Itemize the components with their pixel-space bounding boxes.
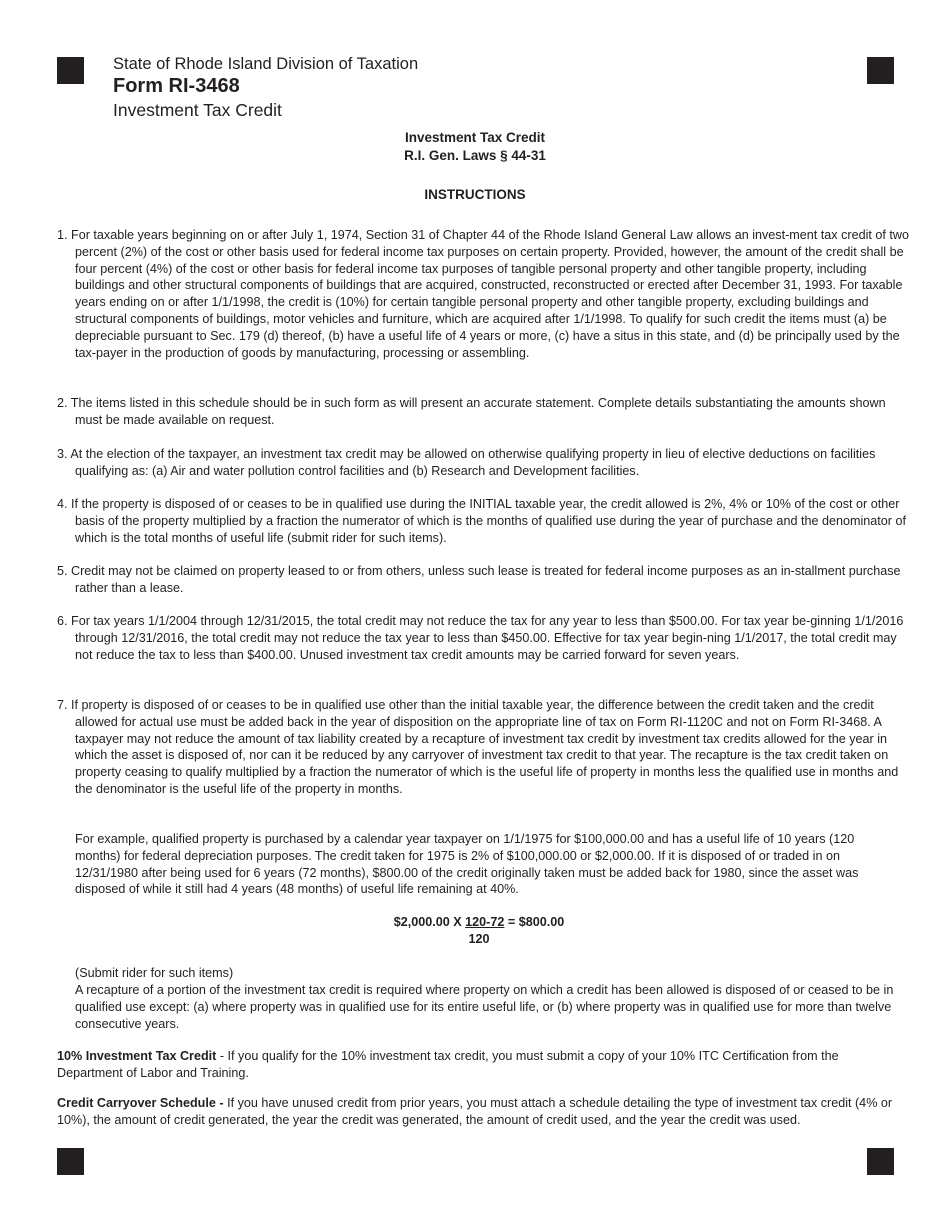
registration-mark-top-right xyxy=(867,57,894,84)
instruction-item-6 xyxy=(57,613,915,663)
instructions-heading: INSTRUCTIONS xyxy=(424,187,526,202)
item-text: If property is disposed of or ceases to be in qualified use other than the initial taxable year, the difference between the credit taken and the credit allowed for actual use must be added back in the year of disposition on the appropriate line of tax on Form RI-1120C and not on Form RI-3468. A taxpayer may not reduce the amount of tax liability created by a recapture of investment tax credit by investment tax credits allowed for the year in which the asset is disposed of, nor can it be reduced by any carryover of investment tax credit to that year. The recapture is the tax credit taken on property ceasing to qualify multiplied by a fraction the numerator of which is the useful life of property in months less the qualified use in months and the denominator is the useful life of the property in months. xyxy=(71,698,899,796)
carryover-text: If you have unused credit from prior years, you must attach a schedule detailing the type of investment tax credit (4% or 10%), the amount of credit generated, the year the credit was generated, the amount of credit used, and the year the credit was used. xyxy=(57,1096,893,1127)
form-name: Investment Tax Credit xyxy=(113,100,282,120)
instruction-item-2 xyxy=(57,395,915,429)
item-text: If the property is disposed of or ceases to be in qualified use during the INITIAL taxable year, the credit allowed is 2%, 4% or 10% of the cost or other basis of the property multiplied by a fraction the numerator of which is the months of qualified use during the year of purchase and the denominator of which is the total months of useful life (submit rider for such items). xyxy=(71,497,906,545)
agency-name: State of Rhode Island Division of Taxation xyxy=(113,55,419,73)
formula-result: = $800.00 xyxy=(504,915,565,929)
itc-10-label: 10% Investment Tax Credit xyxy=(57,1049,217,1063)
item-text: At the election of the taxpayer, an investment tax credit may be allowed on otherwise qualifying property in lieu of elective deductions on facilities qualifying as: (a) Air and water pollution control facilities and (b) Research and Development facilities. xyxy=(70,447,876,478)
law-reference: R.I. Gen. Laws § 44-31 xyxy=(404,148,546,163)
formula-denominator: 120 xyxy=(468,931,490,946)
instruction-item-1 xyxy=(57,227,915,361)
recapture-formula xyxy=(0,914,950,948)
item-text: The items listed in this schedule should be in such form as will present an accurate statement. Complete details substantiating the amounts shown must be made available on request. xyxy=(70,396,886,427)
registration-mark-bottom-left xyxy=(57,1148,84,1175)
registration-mark-top-left xyxy=(57,57,84,84)
form-number: Form RI-3468 xyxy=(113,75,240,97)
item-number: 6. xyxy=(57,614,68,628)
item-text: For tax years 1/1/2004 through 12/31/2015, the total credit may not reduce the tax for any year to less than $500.00. For tax year be-ginning 1/1/2016 through 12/31/2016, the total credit may not reduce the tax year to less than $450.00. Effective for tax year begin-ning 1/1/2017, the total credit may not reduce the tax to less than $400.00. Unused investment tax credit amounts may be carried forward for seven years. xyxy=(71,614,904,662)
itc-10-paragraph xyxy=(57,1048,897,1082)
itc-10-text: - If you qualify for the 10% investment tax credit, you must submit a copy of your 10% ITC Certification from the Department of Labor and Training. xyxy=(57,1049,839,1080)
item-number: 2. xyxy=(57,396,68,410)
item-number: 7. xyxy=(57,698,68,712)
recapture-paragraph: A recapture of a portion of the investment tax credit is required where property on which a credit has been allowed is disposed of or ceased to be in qualified use except: (a) where property was in qualified use for its entire useful life, or (b) where property was in qualified use for more than twelve consecutive years. xyxy=(75,983,894,1031)
carryover-paragraph xyxy=(57,1095,897,1129)
item-number: 5. xyxy=(57,564,68,578)
example-paragraph: For example, qualified property is purchased by a calendar year taxpayer on 1/1/1975 for $100,000.00 and has a useful life of 10 years (120 months) for federal depreciation purposes. The credit taken for 1975 is 2% of $100,000.00 or $2,000.00. If it is disposed of or traded in on 12/31/1980 after being used for 6 years (72 months), $800.00 of the credit originally taken must be added back for 1980, since the asset was disposed of while it still had 4 years (48 months) of useful life remaining at 40%. xyxy=(75,832,859,897)
item-number: 1. xyxy=(57,228,68,242)
carryover-label: Credit Carryover Schedule - xyxy=(57,1096,224,1110)
instruction-item-7 xyxy=(57,697,915,798)
registration-mark-bottom-right xyxy=(867,1148,894,1175)
item-number: 3. xyxy=(57,447,68,461)
formula-numerator: 120-72 xyxy=(465,915,505,929)
document-title: Investment Tax Credit xyxy=(404,130,546,145)
item-text: For taxable years beginning on or after July 1, 1974, Section 31 of Chapter 44 of the Rhode Island General Law allows an invest-ment tax credit of two percent (2%) of the cost or other basis used for federal income tax purposes on certain property. Provided, however, the amount of the credit shall be four percent (4%) of the cost or other basis for federal income tax purposes of tangible personal property and other tangible property, including buildings and other structural components of buildings that are acquired, constructed, reconstructed or erected after December 31, 1993. For taxable years ending on or after 1/1/1998, the credit is (10%) for certain tangible personal property and other tangible property, excluding buildings and structural components of buildings, motor vehicles and furniture, which are acquired after 1/1/1998. To qualify for such credit the items must (a) be depreciable pursuant to Sec. 179 (d) thereof, (b) have a useful life of 4 years or more, (c) have a situs in this state, and (d) be principally used by the tax-payer in the production of goods by manufacturing, processing or assembling. xyxy=(71,228,909,360)
instruction-item-3 xyxy=(57,446,915,480)
item-text: Credit may not be claimed on property leased to or from others, unless such lease is treated for federal income purposes as an in-stallment purchase rather than a lease. xyxy=(71,564,901,595)
formula-lead: $2,000.00 X xyxy=(393,915,466,929)
item-number: 4. xyxy=(57,497,68,511)
instruction-item-5 xyxy=(57,563,915,597)
rider-note: (Submit rider for such items) xyxy=(75,966,234,980)
instruction-item-4 xyxy=(57,496,915,546)
